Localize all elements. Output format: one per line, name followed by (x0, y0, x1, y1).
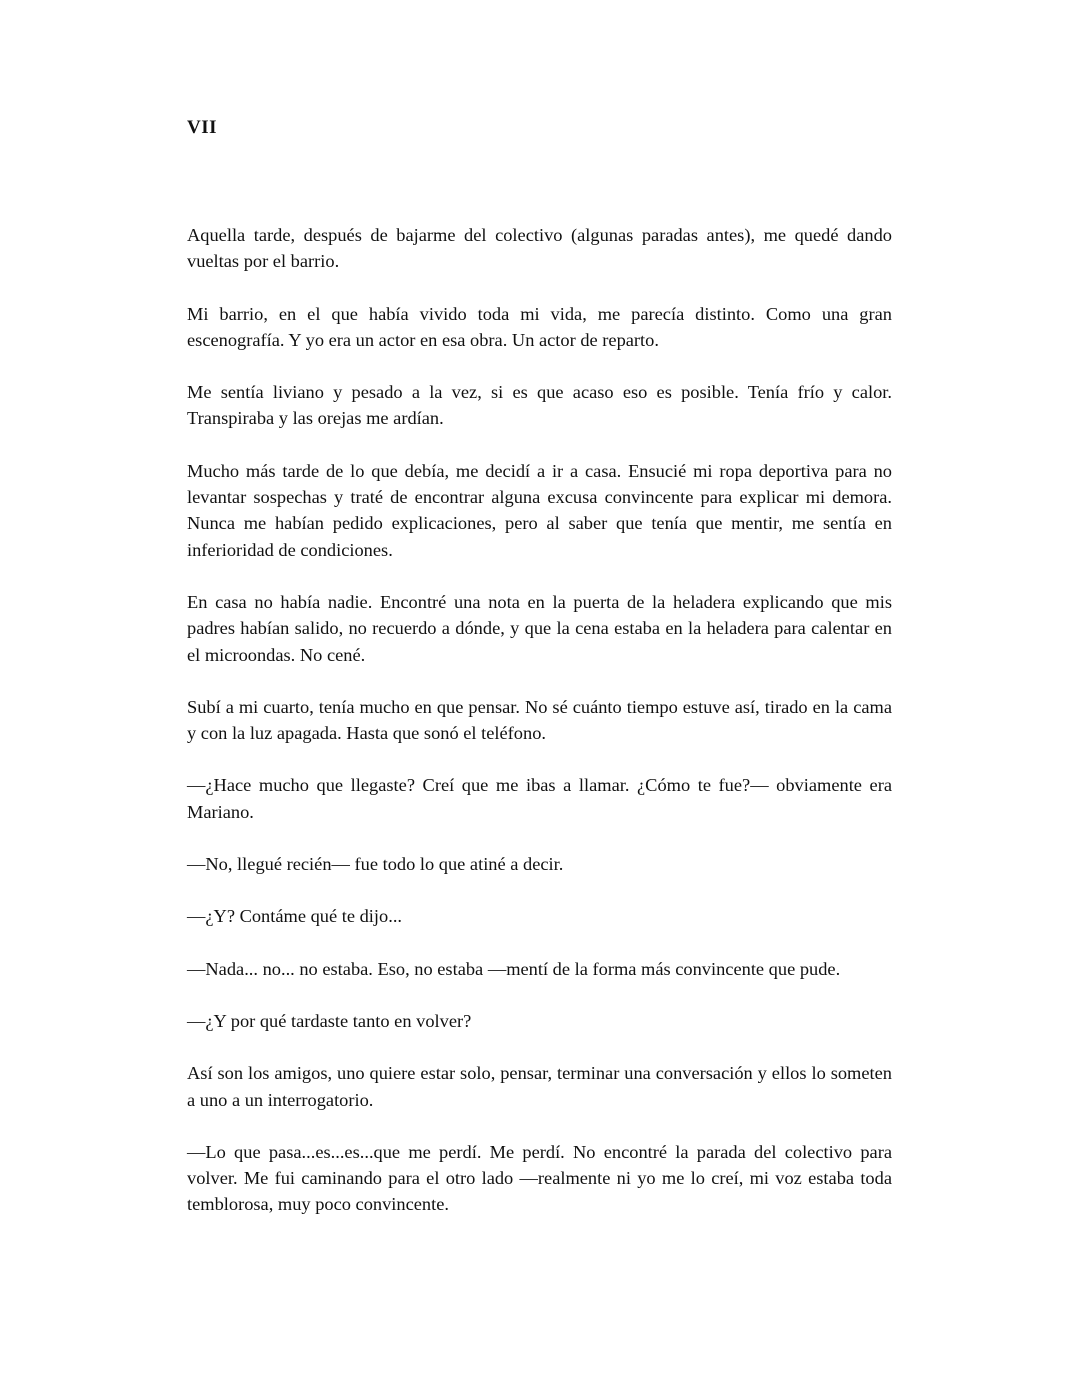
paragraph: Mucho más tarde de lo que debía, me decidí a ir a casa. Ensucié mi ropa deportiva para no levantar sospechas y traté de encontrar alguna excusa convincente para explicar mi demora. Nunca me habían pedido explicaciones, pero al saber que tenía que mentir, me sentía en inferioridad de condiciones. (187, 460, 892, 560)
paragraph: Aquella tarde, después de bajarme del colectivo (algunas paradas antes), me quedé dando vueltas por el barrio. (187, 225, 892, 272)
paragraph: Me sentía liviano y pesado a la vez, si es que acaso eso es posible. Tenía frío y calor. Transpiraba y las orejas me ardían. (187, 382, 892, 429)
paragraph: Mi barrio, en el que había vivido toda mi vida, me parecía distinto. Como una gran escenografía. Y yo era un actor en esa obra. Un actor de reparto. (187, 303, 892, 350)
dialogue-line: —Nada... no... no estaba. Eso, no estaba —mentí de la forma más convincente que pude. (187, 958, 841, 979)
paragraph: En casa no había nadie. Encontré una nota en la puerta de la heladera explicando que mis padres habían salido, no recuerdo a dónde, y que la cena estaba en la heladera para calentar en el microondas. No cené. (187, 591, 892, 665)
paragraph: Subí a mi cuarto, tenía mucho en que pensar. No sé cuánto tiempo estuve así, tirado en la cama y con la luz apagada. Hasta que sonó el teléfono. (187, 696, 892, 744)
dialogue-line: —Lo que pasa...es...es...que me perdí. Me perdí. No encontré la parada del colectivo para volver. Me fui caminando para el otro lado —realmente ni yo me lo creí, mi voz estaba toda temblorosa, muy poco convincente. (187, 1141, 892, 1215)
dialogue-line: —¿Y? Contáme qué te dijo... (187, 906, 403, 927)
paragraph: Así son los amigos, uno quiere estar solo, pensar, terminar una conversación y ellos lo someten a uno a un interrogatorio. (187, 1063, 892, 1110)
dialogue-line: —¿Y por qué tardaste tanto en volver? (187, 1010, 472, 1031)
dialogue-line: —No, llegué recién— fue todo lo que atiné a decir. (187, 854, 564, 875)
chapter-heading: VII (187, 117, 218, 138)
dialogue-line: —¿Hace mucho que llegaste? Creí que me ibas a llamar. ¿Cómo te fue?— obviamente era Mariano. (187, 775, 892, 822)
body-text (187, 222, 892, 1244)
